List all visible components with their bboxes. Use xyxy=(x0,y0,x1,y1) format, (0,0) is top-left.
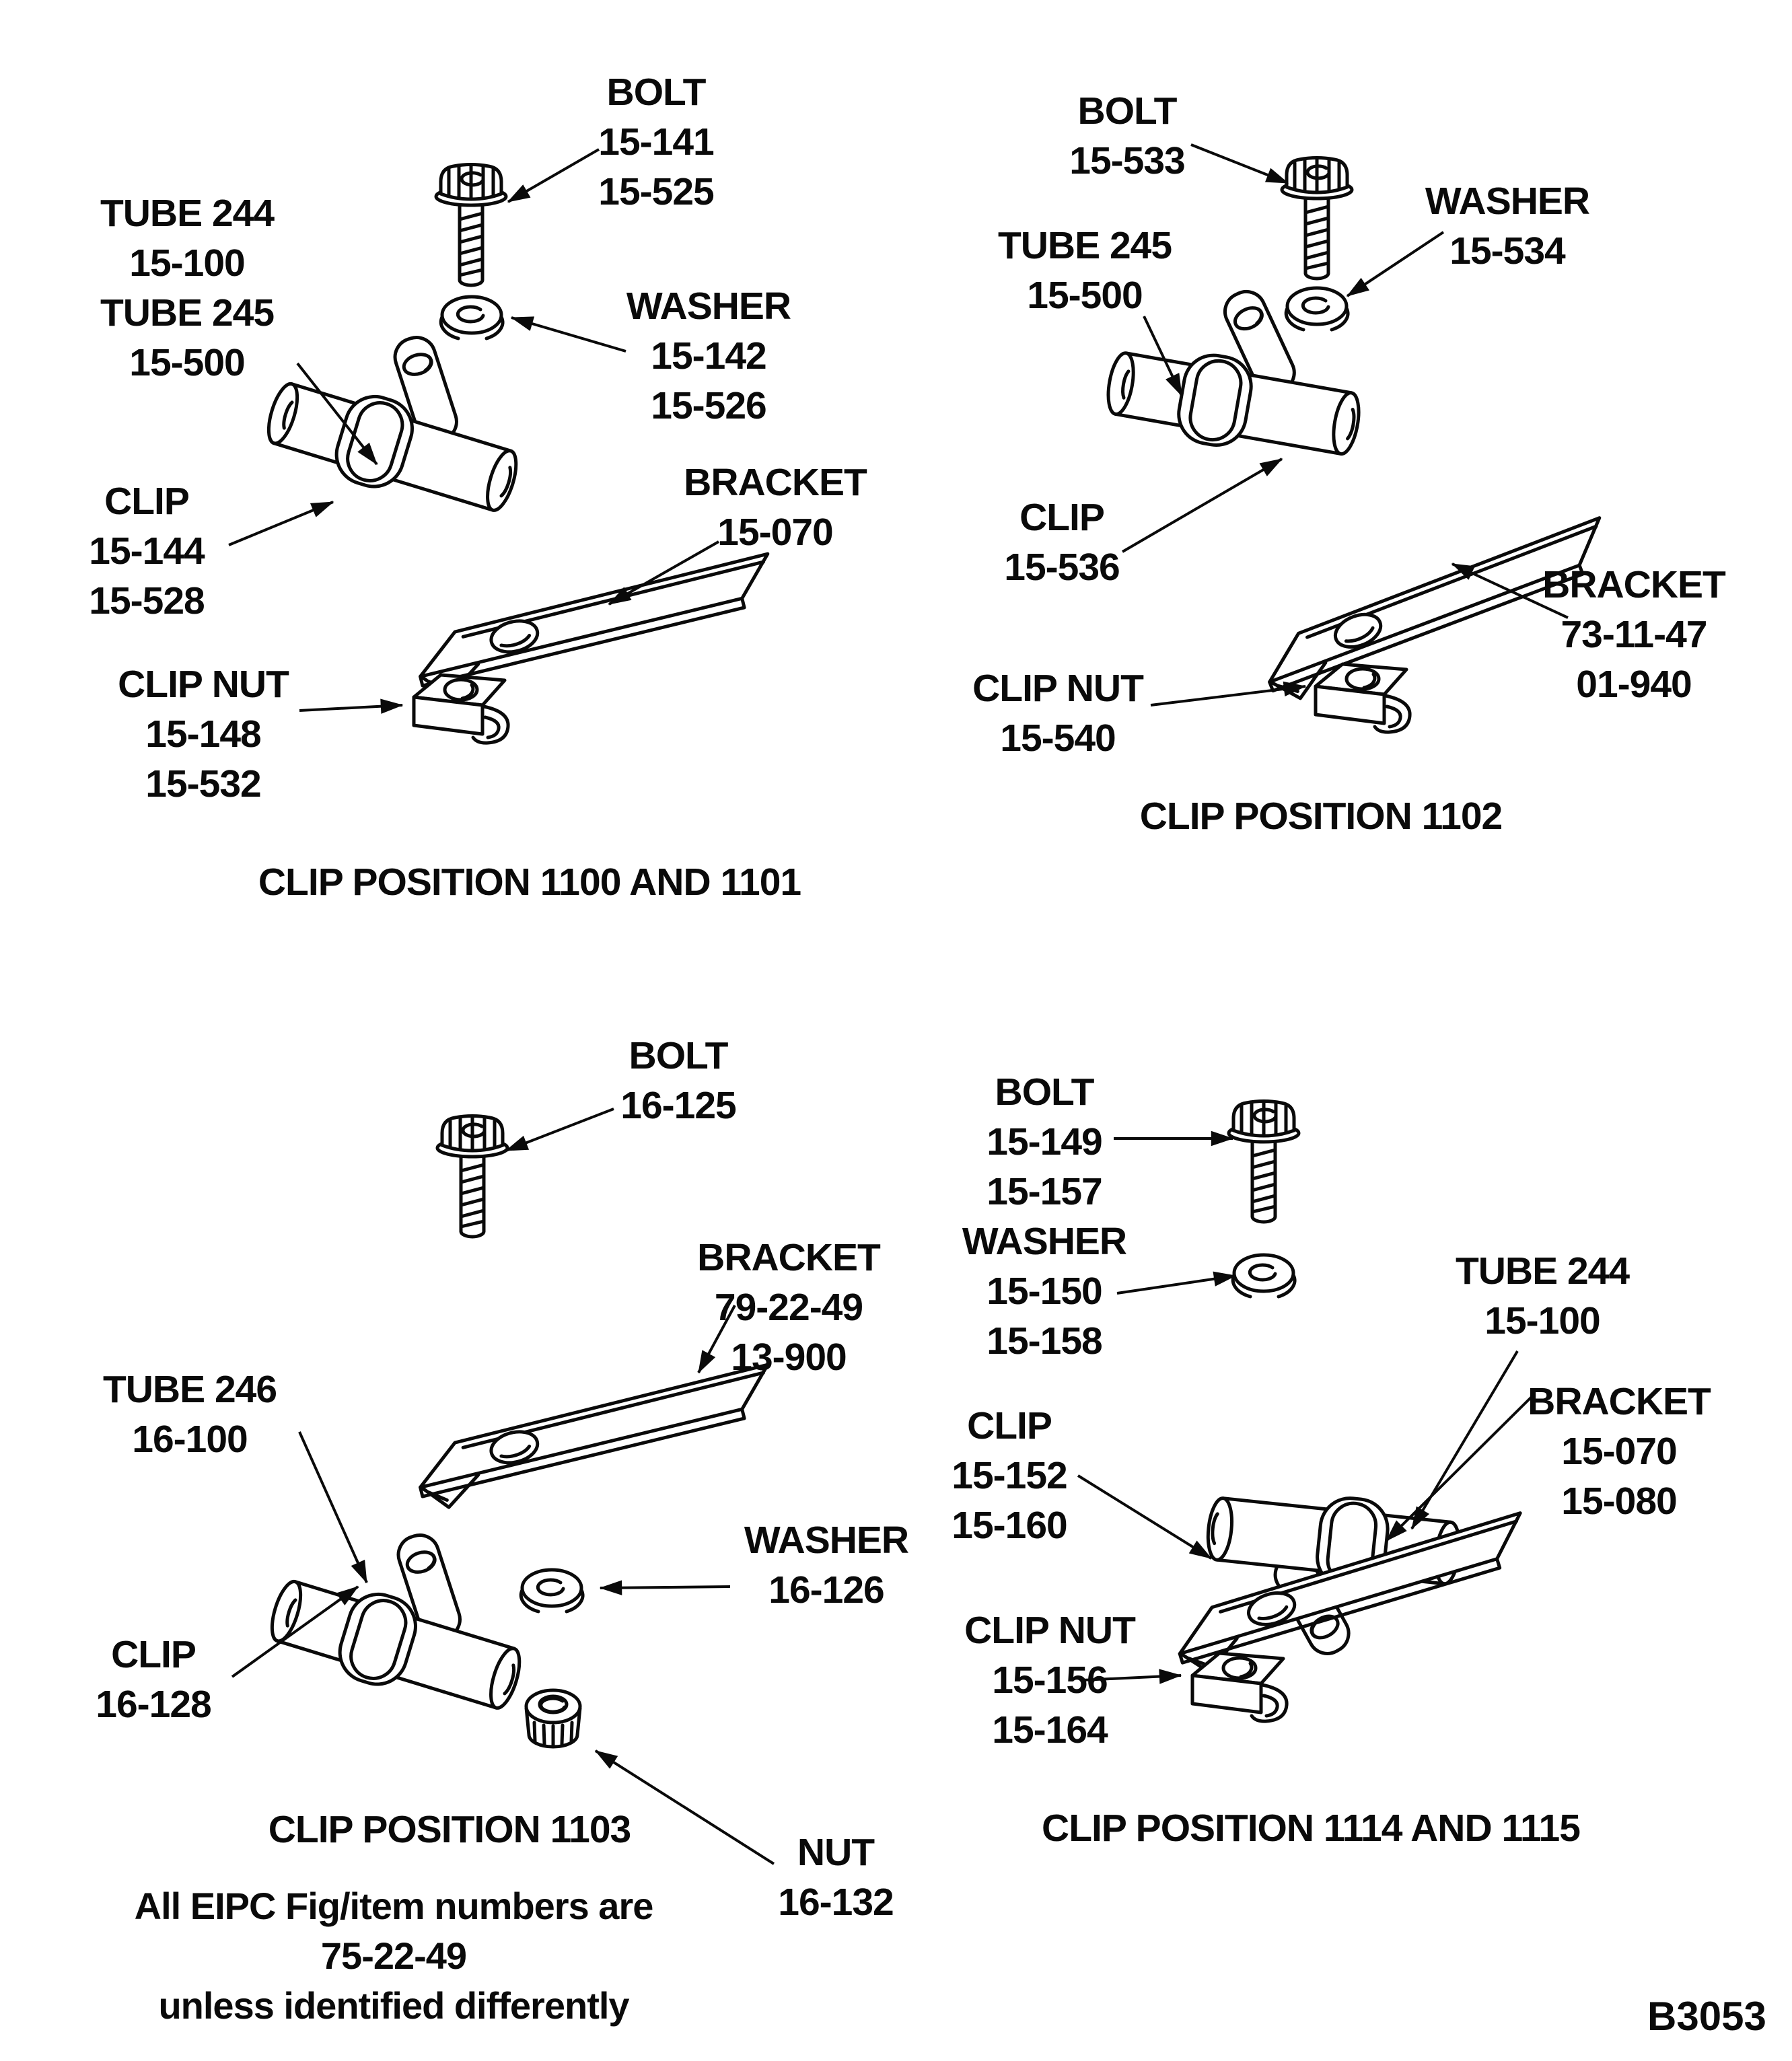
label-line: 15-070 xyxy=(717,511,833,554)
label-bracket xyxy=(684,458,867,557)
label-clip-nut xyxy=(964,1605,1135,1755)
label-line: 01-940 xyxy=(1576,663,1692,706)
washer-illustration xyxy=(1233,1255,1295,1297)
bolt-leader-arrow xyxy=(1191,145,1288,183)
washer-leader-arrow xyxy=(511,318,626,351)
diagram-1103-art xyxy=(232,1109,783,1864)
label-line: CLIP NUT xyxy=(964,1609,1135,1652)
footer-note-line: All EIPC Fig/item numbers are xyxy=(134,1885,653,1927)
label-line: 15-070 xyxy=(1561,1430,1677,1473)
bolt-leader-arrow xyxy=(508,149,599,202)
clip-leader-arrow xyxy=(1122,459,1282,552)
label-line: 15-500 xyxy=(1027,274,1143,317)
label-line: CLIP xyxy=(104,480,189,523)
label-line: 79-22-49 xyxy=(714,1286,863,1329)
label-line: 16-128 xyxy=(96,1683,211,1726)
label-bracket xyxy=(1542,560,1725,709)
label-line: TUBE 245 xyxy=(100,291,275,334)
footer-note-line: unless identified differently xyxy=(158,1984,629,2027)
label-bolt xyxy=(598,67,714,217)
label-line: 15-100 xyxy=(1484,1299,1600,1342)
washer-illustration xyxy=(1286,288,1348,330)
label-line: BOLT xyxy=(995,1071,1094,1114)
label-line: CLIP NUT xyxy=(972,667,1143,710)
label-line: BOLT xyxy=(629,1034,728,1077)
label-clip xyxy=(1004,493,1120,592)
footer-note-line: 75-22-49 xyxy=(320,1935,467,1977)
washer-leader-arrow xyxy=(1117,1276,1235,1293)
tube-clamp-illustration xyxy=(262,1493,551,1724)
label-bracket xyxy=(697,1233,880,1382)
label-line: 16-126 xyxy=(768,1568,884,1612)
label-washer xyxy=(626,281,791,431)
label-line: CLIP xyxy=(967,1404,1052,1447)
label-tube xyxy=(103,1365,277,1464)
label-tube xyxy=(100,188,274,388)
diagram-caption: CLIP POSITION 1100 AND 1101 xyxy=(258,861,801,904)
washer-leader-arrow xyxy=(600,1587,730,1588)
label-line: BOLT xyxy=(1077,89,1177,133)
label-line: WASHER xyxy=(962,1220,1127,1263)
bracket-illustration xyxy=(412,1365,783,1513)
label-line: 15-152 xyxy=(952,1454,1067,1497)
label-line: CLIP xyxy=(111,1633,196,1676)
diagram-1114-1115-art xyxy=(1078,1101,1538,1722)
label-line: 15-532 xyxy=(145,762,261,805)
label-line: BRACKET xyxy=(684,461,867,504)
label-clip-nut xyxy=(972,663,1143,763)
bolt-illustration xyxy=(1229,1101,1299,1223)
label-line: 15-500 xyxy=(129,341,245,384)
label-line: 15-144 xyxy=(89,530,205,573)
label-line: 15-533 xyxy=(1069,139,1185,182)
label-clip-nut xyxy=(118,659,289,809)
label-line: 15-526 xyxy=(651,384,766,427)
label-washer xyxy=(744,1515,908,1615)
clip-nut-illustration xyxy=(414,675,508,743)
label-line: CLIP xyxy=(1019,496,1104,539)
label-line: NUT xyxy=(797,1831,875,1874)
label-line: 15-540 xyxy=(1000,717,1116,760)
label-line: 15-148 xyxy=(145,713,261,756)
tube-leader-arrow xyxy=(299,1432,367,1583)
label-line: 16-100 xyxy=(132,1418,248,1461)
diagram-caption: CLIP POSITION 1102 xyxy=(1139,795,1503,838)
label-line: 15-149 xyxy=(987,1120,1102,1163)
clip-leader-arrow xyxy=(1078,1476,1211,1558)
clip-nut-leader-arrow xyxy=(299,705,402,711)
label-line: BRACKET xyxy=(1528,1380,1711,1423)
label-line: 15-525 xyxy=(598,170,714,213)
nut-illustration xyxy=(526,1690,580,1747)
label-washer xyxy=(1425,176,1589,276)
washer-illustration xyxy=(521,1570,583,1612)
label-line: 15-528 xyxy=(89,579,205,622)
label-line: TUBE 245 xyxy=(997,224,1172,267)
clip-nut-illustration xyxy=(1316,664,1410,732)
label-line: WASHER xyxy=(1425,180,1590,223)
label-bolt xyxy=(987,1067,1102,1217)
label-line: 15-157 xyxy=(987,1170,1102,1213)
bolt-illustration xyxy=(1282,158,1352,279)
label-line: 15-150 xyxy=(987,1270,1102,1313)
label-line: 15-141 xyxy=(598,120,714,164)
label-line: 13-900 xyxy=(731,1336,847,1379)
label-tube xyxy=(998,221,1172,320)
label-clip xyxy=(952,1401,1067,1550)
label-line: 16-125 xyxy=(620,1084,736,1127)
label-line: WASHER xyxy=(744,1519,909,1562)
label-line: 15-142 xyxy=(651,334,766,377)
label-bracket xyxy=(1528,1377,1711,1526)
label-line: 15-160 xyxy=(952,1504,1067,1547)
label-line: BRACKET xyxy=(697,1236,880,1279)
clip-leader-arrow xyxy=(229,502,333,545)
tube-clamp-illustration xyxy=(259,295,548,526)
label-bolt xyxy=(620,1031,736,1130)
diagram-caption: CLIP POSITION 1103 xyxy=(268,1808,631,1851)
label-line: WASHER xyxy=(626,285,791,328)
bolt-illustration xyxy=(437,1116,507,1237)
label-line: 15-536 xyxy=(1004,546,1120,589)
label-line: TUBE 246 xyxy=(102,1368,277,1411)
clip-nut-illustration xyxy=(1192,1653,1287,1721)
washer-illustration xyxy=(441,297,503,338)
bolt-leader-arrow xyxy=(506,1109,614,1151)
label-line: 15-164 xyxy=(992,1708,1108,1751)
figure-number: B3053 xyxy=(1647,1994,1766,2039)
label-line: BOLT xyxy=(606,71,706,114)
label-line: BRACKET xyxy=(1542,563,1725,606)
tube-leader-arrow xyxy=(1412,1351,1517,1529)
diagram-1100-1101-art xyxy=(229,149,783,743)
clip-nut-leader-arrow xyxy=(1151,686,1305,705)
label-line: 16-132 xyxy=(778,1881,894,1924)
label-nut xyxy=(778,1828,894,1927)
label-clip xyxy=(89,476,205,626)
label-line: 15-100 xyxy=(129,242,245,285)
label-line: TUBE 244 xyxy=(1455,1250,1630,1293)
label-tube xyxy=(1456,1246,1629,1346)
label-line: 15-158 xyxy=(987,1319,1102,1363)
label-bolt xyxy=(1069,86,1185,186)
label-line: TUBE 244 xyxy=(100,192,275,235)
label-line: 73-11-47 xyxy=(1561,613,1707,656)
label-line: 15-534 xyxy=(1449,229,1565,273)
diagram-caption: CLIP POSITION 1114 AND 1115 xyxy=(1042,1807,1580,1850)
label-line: CLIP NUT xyxy=(118,663,289,706)
bolt-illustration xyxy=(436,165,506,286)
label-line: 15-156 xyxy=(992,1659,1108,1702)
label-line: 15-080 xyxy=(1561,1480,1677,1523)
label-washer xyxy=(962,1217,1126,1366)
label-clip xyxy=(96,1630,211,1729)
